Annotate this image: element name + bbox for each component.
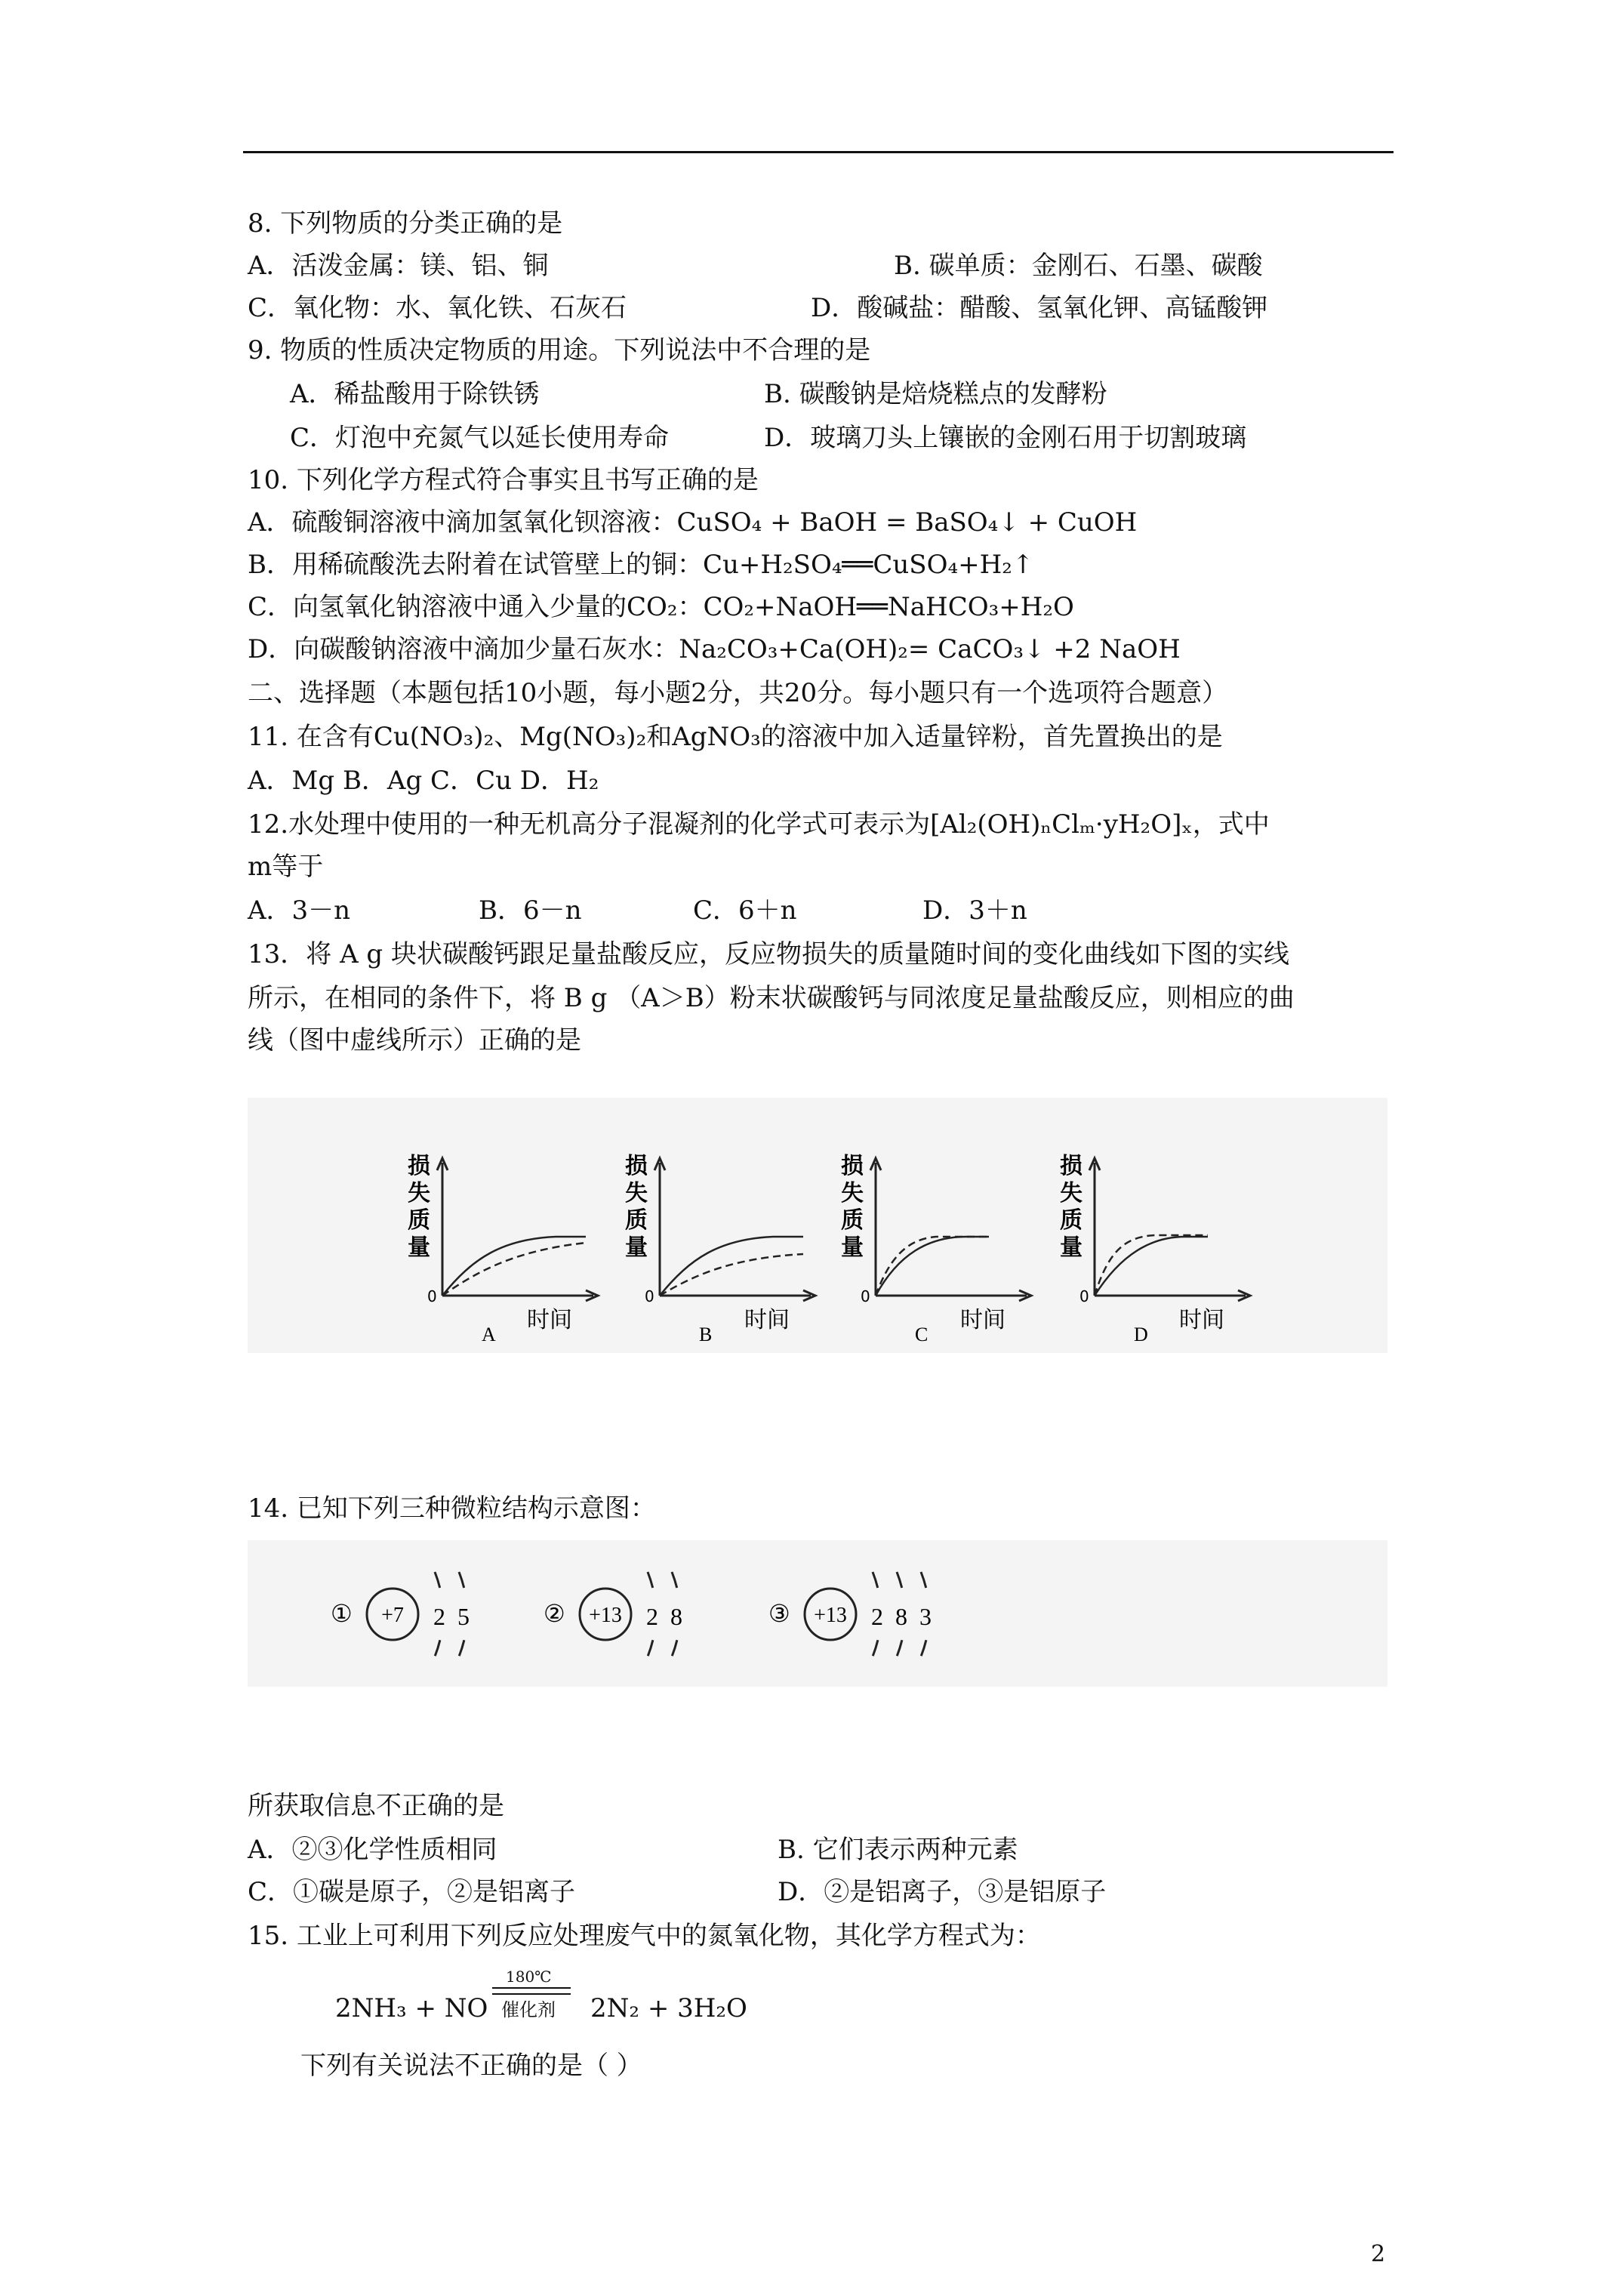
q15-eq-right: 2N₂ + 3H₂O bbox=[590, 1993, 747, 2023]
y-axis-label-char: 损 bbox=[1060, 1153, 1083, 1179]
q14-option-b: B. 它们表示两种元素 bbox=[778, 1835, 1018, 1865]
dashed-curve bbox=[442, 1243, 586, 1296]
y-axis-label-char: 质 bbox=[841, 1207, 864, 1234]
q13-stem-line3: 线（图中虚线所示）正确的是 bbox=[248, 1025, 581, 1056]
graph-b bbox=[625, 1153, 815, 1345]
origin-label: 0 bbox=[645, 1287, 654, 1305]
q12-option-b: B．6－n bbox=[479, 895, 582, 926]
shell-electron-count: 2 bbox=[646, 1603, 658, 1630]
origin-label: 0 bbox=[861, 1287, 870, 1305]
graph-letter: B bbox=[699, 1324, 713, 1345]
q14-option-d: D．②是铝离子，③是铝原子 bbox=[778, 1877, 1107, 1907]
q8-option-d: D．酸碱盐：醋酸、氢氧化钾、高锰酸钾 bbox=[811, 293, 1268, 323]
x-axis-label: 时间 bbox=[744, 1307, 790, 1333]
x-axis-label: 时间 bbox=[960, 1307, 1006, 1333]
graph-letter: C bbox=[915, 1324, 929, 1345]
dashed-curve bbox=[876, 1237, 989, 1296]
y-axis-label-char: 损 bbox=[408, 1153, 430, 1179]
shell-electron-count: 8 bbox=[670, 1603, 682, 1630]
shell-electron-count: 8 bbox=[895, 1603, 907, 1630]
q14-option-c: C．①碳是原子，②是铝离子 bbox=[248, 1877, 576, 1907]
particle-1 bbox=[331, 1572, 470, 1657]
nucleus-charge: +13 bbox=[589, 1604, 622, 1627]
y-axis-label-char: 失 bbox=[408, 1180, 430, 1207]
q15-eq-catalyst: 催化剂 bbox=[501, 1999, 556, 2020]
q8-stem: 8. 下列物质的分类正确的是 bbox=[248, 208, 563, 239]
origin-label: 0 bbox=[427, 1287, 437, 1305]
q15-eq-left: 2NH₃ + NO bbox=[335, 1993, 488, 2023]
q8-option-c: C．氧化物：水、氧化铁、石灰石 bbox=[248, 293, 627, 323]
q14-prompt: 所获取信息不正确的是 bbox=[248, 1791, 504, 1821]
graph-a bbox=[408, 1153, 598, 1345]
shell-electron-count: 2 bbox=[871, 1603, 883, 1630]
shell-electron-count: 5 bbox=[457, 1603, 470, 1630]
graph-letter: D bbox=[1134, 1324, 1148, 1345]
q14-stem: 14. 已知下列三种微粒结构示意图： bbox=[248, 1493, 656, 1524]
particle-2 bbox=[544, 1572, 682, 1657]
q10-option-c: C．向氢氧化钠溶液中通入少量的CO₂：CO₂+NaOH══NaHCO₃+H₂O bbox=[248, 592, 1074, 622]
q14-option-a: A．②③化学性质相同 bbox=[248, 1835, 497, 1865]
q11-stem: 11. 在含有Cu(NO₃)₂、Mg(NO₃)₂和AgNO₃的溶液中加入适量锌粉，首先置换出的是 bbox=[248, 722, 1223, 752]
solid-curve bbox=[1095, 1237, 1208, 1296]
q10-option-a: A．硫酸铜溶液中滴加氢氧化钡溶液：CuSO₄ + BaOH = BaSO₄↓ + CuOH bbox=[248, 507, 1138, 538]
x-axis-label: 时间 bbox=[1179, 1307, 1224, 1333]
q12-option-c: C．6＋n bbox=[693, 895, 797, 926]
page-number: 2 bbox=[1371, 2241, 1386, 2267]
q15-eq-temperature: 180℃ bbox=[506, 1968, 552, 1986]
q13-stem-line2: 所示，在相同的条件下，将 B g （A＞B）粉末状碳酸钙与同浓度足量盐酸反应，则相应的曲 bbox=[248, 983, 1295, 1013]
graph-d bbox=[1060, 1153, 1250, 1345]
origin-label: 0 bbox=[1079, 1287, 1089, 1305]
y-axis-label-char: 量 bbox=[841, 1234, 864, 1261]
dashed-curve bbox=[660, 1254, 803, 1296]
shell-electron-count: 2 bbox=[433, 1603, 445, 1630]
q13-stem-line1: 13．将 A g 块状碳酸钙跟足量盐酸反应，反应物损失的质量随时间的变化曲线如下图的实线 bbox=[248, 939, 1290, 969]
particle-mark: ③ bbox=[768, 1600, 790, 1627]
nucleus-charge: +13 bbox=[814, 1604, 847, 1627]
solid-curve bbox=[660, 1237, 803, 1296]
y-axis-label-char: 质 bbox=[408, 1207, 430, 1234]
y-axis-label-char: 失 bbox=[625, 1180, 648, 1207]
q9-stem: 9. 物质的性质决定物质的用途。下列说法中不合理的是 bbox=[248, 335, 871, 365]
section-heading: 二、选择题（本题包括10小题，每小题2分，共20分。每小题只有一个选项符合题意） bbox=[248, 678, 1228, 708]
particle-mark: ② bbox=[544, 1600, 565, 1627]
particle-3 bbox=[768, 1572, 932, 1657]
shell-electron-count: 3 bbox=[919, 1603, 932, 1630]
q9-option-c: C．灯泡中充氮气以延长使用寿命 bbox=[290, 423, 670, 453]
y-axis-label-char: 失 bbox=[1060, 1180, 1083, 1207]
y-axis-label-char: 质 bbox=[1060, 1207, 1083, 1234]
q13-graphs bbox=[248, 1098, 1387, 1353]
y-axis-label-char: 质 bbox=[625, 1207, 648, 1234]
q9-option-d: D．玻璃刀头上镶嵌的金刚石用于切割玻璃 bbox=[764, 423, 1247, 453]
q10-option-b: B．用稀硫酸洗去附着在试管壁上的铜：Cu+H₂SO₄══CuSO₄+H₂↑ bbox=[248, 550, 1034, 580]
particle-diagrams bbox=[248, 1540, 1387, 1687]
graph-letter: A bbox=[482, 1324, 496, 1345]
q14-particles-figure bbox=[248, 1540, 1387, 1687]
graph-c bbox=[841, 1153, 1031, 1345]
q15-stem: 15. 工业上可利用下列反应处理废气中的氮氧化物，其化学方程式为： bbox=[248, 1921, 1041, 1951]
q9-option-b: B. 碳酸钠是焙烧糕点的发酵粉 bbox=[764, 379, 1107, 409]
q8-option-b: B. 碳单质：金刚石、石墨、碳酸 bbox=[894, 251, 1263, 281]
y-axis-label-char: 量 bbox=[408, 1234, 430, 1261]
q13-graphs-figure bbox=[248, 1098, 1387, 1353]
q15-prompt: 下列有关说法不正确的是（ ） bbox=[300, 2051, 642, 2081]
q10-option-d: D．向碳酸钠溶液中滴加少量石灰水：Na₂CO₃+Ca(OH)₂= CaCO₃↓ +2 NaOH bbox=[248, 634, 1181, 664]
q11-options: A．Mg B．Ag C．Cu D．H₂ bbox=[248, 766, 599, 796]
solid-curve bbox=[876, 1237, 989, 1296]
q10-stem: 10. 下列化学方程式符合事实且书写正确的是 bbox=[248, 465, 759, 495]
y-axis-label-char: 失 bbox=[841, 1180, 864, 1207]
q12-stem-line1: 12.水处理中使用的一种无机高分子混凝剂的化学式可表示为[Al₂(OH)ₙClₘ·yH₂O]ₓ，式中 bbox=[248, 809, 1270, 840]
nucleus-charge: +7 bbox=[381, 1604, 404, 1627]
x-axis-label: 时间 bbox=[527, 1307, 572, 1333]
header-rule bbox=[243, 151, 1394, 153]
y-axis-label-char: 损 bbox=[625, 1153, 648, 1179]
y-axis-label-char: 损 bbox=[841, 1153, 864, 1179]
q12-option-d: D．3＋n bbox=[922, 895, 1027, 926]
q8-option-a: A．活泼金属：镁、铝、铜 bbox=[248, 251, 549, 281]
q12-stem-line2: m等于 bbox=[248, 852, 324, 882]
y-axis-label-char: 量 bbox=[1060, 1234, 1083, 1261]
q12-option-a: A．3－n bbox=[248, 895, 351, 926]
q9-option-a: A．稀盐酸用于除铁锈 bbox=[290, 379, 540, 409]
y-axis-label-char: 量 bbox=[625, 1234, 648, 1261]
particle-mark: ① bbox=[331, 1600, 353, 1627]
q15-eq-arrow bbox=[492, 1987, 571, 1995]
